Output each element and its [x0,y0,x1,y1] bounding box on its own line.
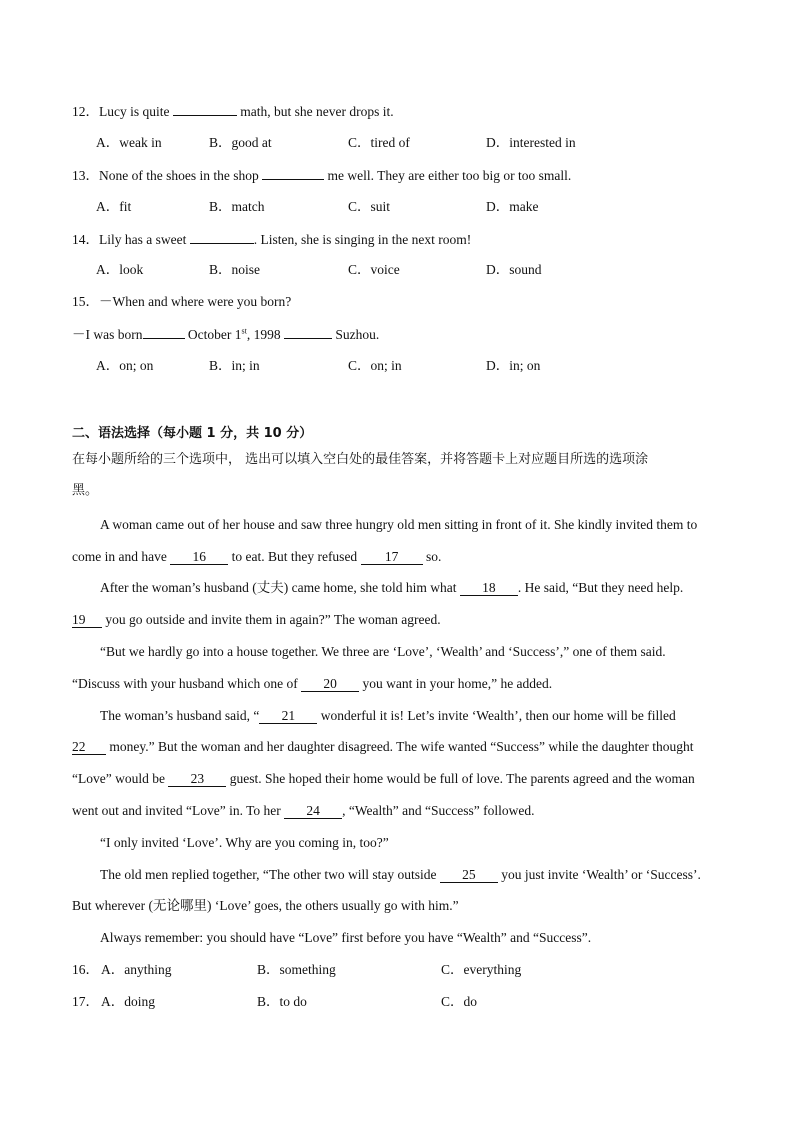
passage-line [72,802,534,820]
passage-text: After the woman’s husband (丈夫) came home, she told him what [100,580,460,595]
passage-text: wonderful it is! Let’s invite ‘Wealth’, then our home will be filled [317,708,676,723]
answer-blank [262,166,324,180]
option-c: C．suit [348,199,391,214]
passage-text: “Love” would be [72,771,169,786]
answer-blank [284,325,332,339]
passage-line [72,738,693,756]
section-instructions: 在每小题所给的三个选项中， 选出可以填入空白处的最佳答案，并将答题卡上对应题目所选的选项涂 [72,452,649,467]
option-a: A．fit [96,199,132,214]
passage-text: The old men replied together, “The other two will stay outside [100,867,440,882]
option-c: C．voice [348,262,400,277]
option-c: C．on; in [348,358,402,373]
option-a: A．weak in [96,135,162,150]
passage-line [72,611,441,629]
blank-19: 19 [72,612,102,628]
option-c: C．everything [441,962,522,977]
question-14 [72,230,471,249]
option-c: C．tired of [348,135,410,150]
passage-line [72,548,441,566]
passage-text: “Discuss with your husband which one of [72,676,302,691]
passage-text: so. [422,549,442,564]
blank-24: 24 [284,803,342,819]
passage-text: money.” But the woman and her daughter disagreed. The wife wanted “Success” while the daughter thought [106,739,694,754]
passage-text: went out and invited “Love” in. To her [72,803,285,818]
question-number: 12． [72,104,99,119]
question-13 [72,166,571,185]
passage-line: “But we hardly go into a house together. We three are ‘Love’, ‘Wealth’ and ‘Success’,” one of them said. [100,644,666,659]
passage-line [72,675,552,693]
passage-text: you just invite ‘Wealth’ or ‘Success’. [497,867,701,882]
answer-blank [190,230,254,244]
question-number: 15． [72,294,99,309]
answer-blank [173,102,237,116]
option-d: D．interested in [486,135,576,150]
option-b: B．noise [209,262,261,277]
question-15-answer-line [72,325,379,344]
blank-25: 25 [440,867,498,883]
question-text: Suzhou. [331,327,380,342]
option-d: D．in; on [486,358,541,373]
option-b: B．in; in [209,358,260,373]
question-text: October 1 [184,327,242,342]
question-text: －I was born [72,327,143,342]
section-instructions-cont: 黑。 [72,483,99,498]
ordinal-suffix: st [241,326,247,336]
passage-text: guest. She hoped their home would be full of love. The parents agreed and the woman [226,771,695,786]
question-text: me well. They are either too big or too small. [324,168,572,183]
option-a: A．doing [101,994,155,1009]
question-text: math, but she never drops it. [236,104,394,119]
passage-line: A woman came out of her house and saw three hungry old men sitting in front of it. She kindly invited them to [100,517,698,532]
passage-line [72,770,695,788]
question-text: Lily has a sweet [99,232,190,247]
blank-21: 21 [259,708,317,724]
passage-line [100,579,683,597]
blank-17: 17 [361,549,423,565]
passage-text: , “Wealth” and “Success” followed. [342,803,535,818]
question-number: 13． [72,168,99,183]
question-text: Lucy is quite [99,104,173,119]
passage-text: you want in your home,” he added. [359,676,553,691]
option-b: B．good at [209,135,272,150]
option-a: A．anything [101,962,172,977]
answer-blank [143,325,185,339]
option-d: D．make [486,199,539,214]
option-b: B．to do [257,994,307,1009]
question-number: 14． [72,232,99,247]
question-text: . Listen, she is singing in the next room! [253,232,472,247]
passage-text: come in and have [72,549,171,564]
passage-line: “I only invited ‘Love’. Why are you coming in, too?” [100,835,389,850]
passage-line: Always remember: you should have “Love” first before you have “Wealth” and “Success”. [100,930,592,945]
option-b: B．match [209,199,265,214]
blank-20: 20 [301,676,359,692]
passage-text: . He said, “But they need help. [517,580,684,595]
question-text: None of the shoes in the shop [99,168,263,183]
option-d: D．sound [486,262,542,277]
question-number: 16． [72,962,99,977]
blank-23: 23 [168,771,226,787]
question-15 [72,293,291,311]
blank-22: 22 [72,739,106,755]
blank-16: 16 [170,549,228,565]
passage-line [100,707,676,725]
option-a: A．look [96,262,144,277]
question-12 [72,102,394,121]
passage-text: The woman’s husband said, “ [100,708,260,723]
option-b: B．something [257,962,336,977]
passage-text: you go outside and invite them in again?” The woman agreed. [102,612,441,627]
question-text: －When and where were you born? [99,294,292,309]
passage-text: to eat. But they refused [228,549,361,564]
passage-line: But wherever (无论哪里) ‘Love’ goes, the others usually go with him.” [72,898,459,913]
option-a: A．on; on [96,358,154,373]
section-heading: 二、语法选择（每小题 1 分，共 10 分） [72,426,313,441]
question-number: 17． [72,994,99,1009]
passage-line [100,866,701,884]
blank-18: 18 [460,580,518,596]
question-text: , 1998 [246,327,284,342]
option-c: C．do [441,994,478,1009]
